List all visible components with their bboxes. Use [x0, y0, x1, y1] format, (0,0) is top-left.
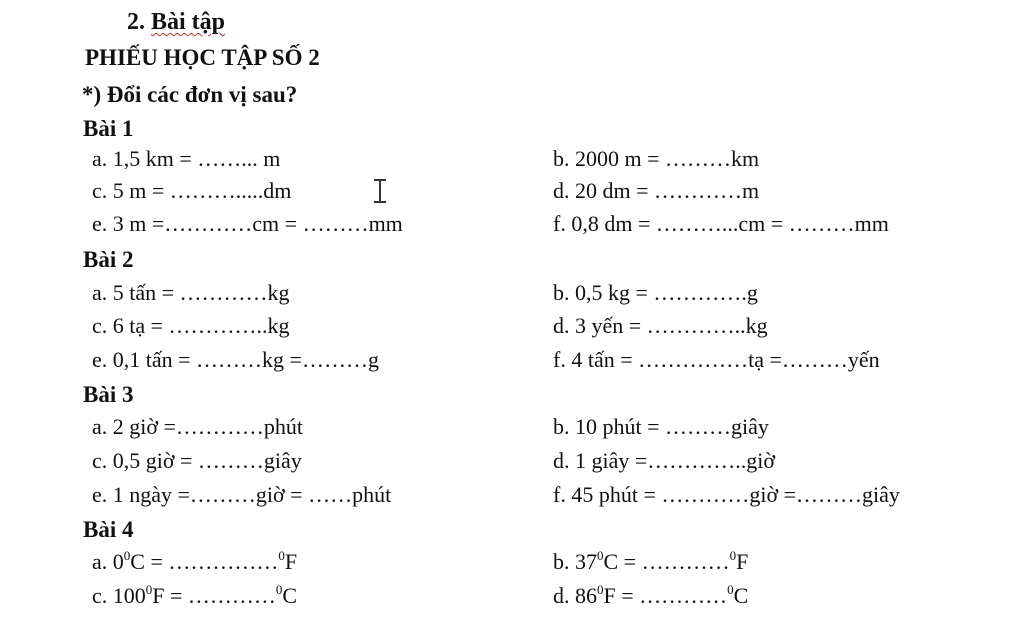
degree-mark: 0 — [278, 548, 285, 563]
exercise-4-item-d — [553, 582, 749, 608]
exercise-4-item-d-unit: C — [733, 583, 749, 608]
exercise-4-item-b — [553, 548, 749, 574]
exercise-1-item-c: c. 5 m = ……….....dm — [92, 178, 292, 203]
exercise-3-item-c: c. 0,5 giờ = ………giây — [92, 448, 302, 473]
exercise-1-item-a: a. 1,5 km = ……... m — [92, 146, 281, 171]
worksheet-title: PHIẾU HỌC TẬP SỐ 2 — [85, 45, 320, 70]
degree-mark: 0 — [145, 582, 153, 597]
exercise-3-item-e: e. 1 ngày =………giờ = ……phút — [92, 482, 392, 507]
exercise-4-item-a — [92, 548, 298, 574]
exercise-3-item-d: d. 1 giây =…………..giờ — [553, 448, 776, 473]
section-title: Bài tập — [151, 9, 226, 35]
exercise-2-item-d: d. 3 yến = …………..kg — [553, 313, 768, 338]
i-beam-cursor-icon — [373, 178, 387, 204]
exercise-2-item-e: e. 0,1 tấn = ………kg =………g — [92, 347, 379, 372]
degree-mark: 0 — [727, 582, 734, 597]
exercise-1-item-b: b. 2000 m = ………km — [553, 146, 760, 171]
exercise-4-item-d-mid: F = ………… — [603, 583, 728, 608]
exercise-3-item-f: f. 45 phút = …………giờ =………giây — [553, 482, 900, 507]
degree-mark: 0 — [275, 582, 283, 597]
degree-mark: 0 — [597, 582, 604, 597]
exercise-4-item-a-mid: C = …………… — [130, 549, 279, 574]
exercise-3-item-b: b. 10 phút = ………giây — [553, 414, 769, 439]
instruction: *) Đổi các đơn vị sau? — [82, 82, 298, 107]
exercise-1-item-d: d. 20 dm = …………m — [553, 178, 760, 203]
exercise-4-item-b-prefix: b. 37 — [553, 549, 597, 574]
exercise-1-item-e: e. 3 m =…………cm = ………mm — [92, 211, 403, 236]
exercise-heading-3: Bài 3 — [83, 382, 134, 407]
exercise-4-item-c-unit: C — [282, 583, 298, 608]
exercise-2-item-c: c. 6 tạ = …………..kg — [92, 313, 290, 338]
exercise-4-item-c-prefix: c. 100 — [92, 583, 146, 608]
exercise-heading-1: Bài 1 — [83, 116, 134, 141]
exercise-3-item-a: a. 2 giờ =…………phút — [92, 414, 304, 439]
exercise-4-item-c-mid: F = ………… — [152, 583, 276, 608]
exercise-2-item-a: a. 5 tấn = …………kg — [92, 280, 290, 305]
exercise-4-item-a-prefix: a. 0 — [92, 549, 124, 574]
exercise-4-item-c — [92, 582, 298, 608]
exercise-1-item-f: f. 0,8 dm = ………...cm = ………mm — [553, 211, 889, 236]
exercise-4-item-d-prefix: d. 86 — [553, 583, 597, 608]
exercise-heading-2: Bài 2 — [83, 247, 134, 272]
section-number: 2. — [127, 9, 145, 35]
degree-mark: 0 — [123, 548, 131, 563]
exercise-4-item-b-mid: C = ………… — [603, 549, 730, 574]
section-heading — [127, 10, 225, 34]
degree-mark: 0 — [597, 548, 604, 563]
exercise-heading-4: Bài 4 — [83, 517, 134, 542]
exercise-4-item-a-unit: F — [284, 549, 298, 574]
exercise-2-item-b: b. 0,5 kg = ………….g — [553, 280, 758, 305]
exercise-2-item-f: f. 4 tấn = ……………tạ =………yến — [553, 347, 880, 372]
degree-mark: 0 — [729, 548, 737, 563]
exercise-4-item-b-unit: F — [736, 549, 749, 574]
